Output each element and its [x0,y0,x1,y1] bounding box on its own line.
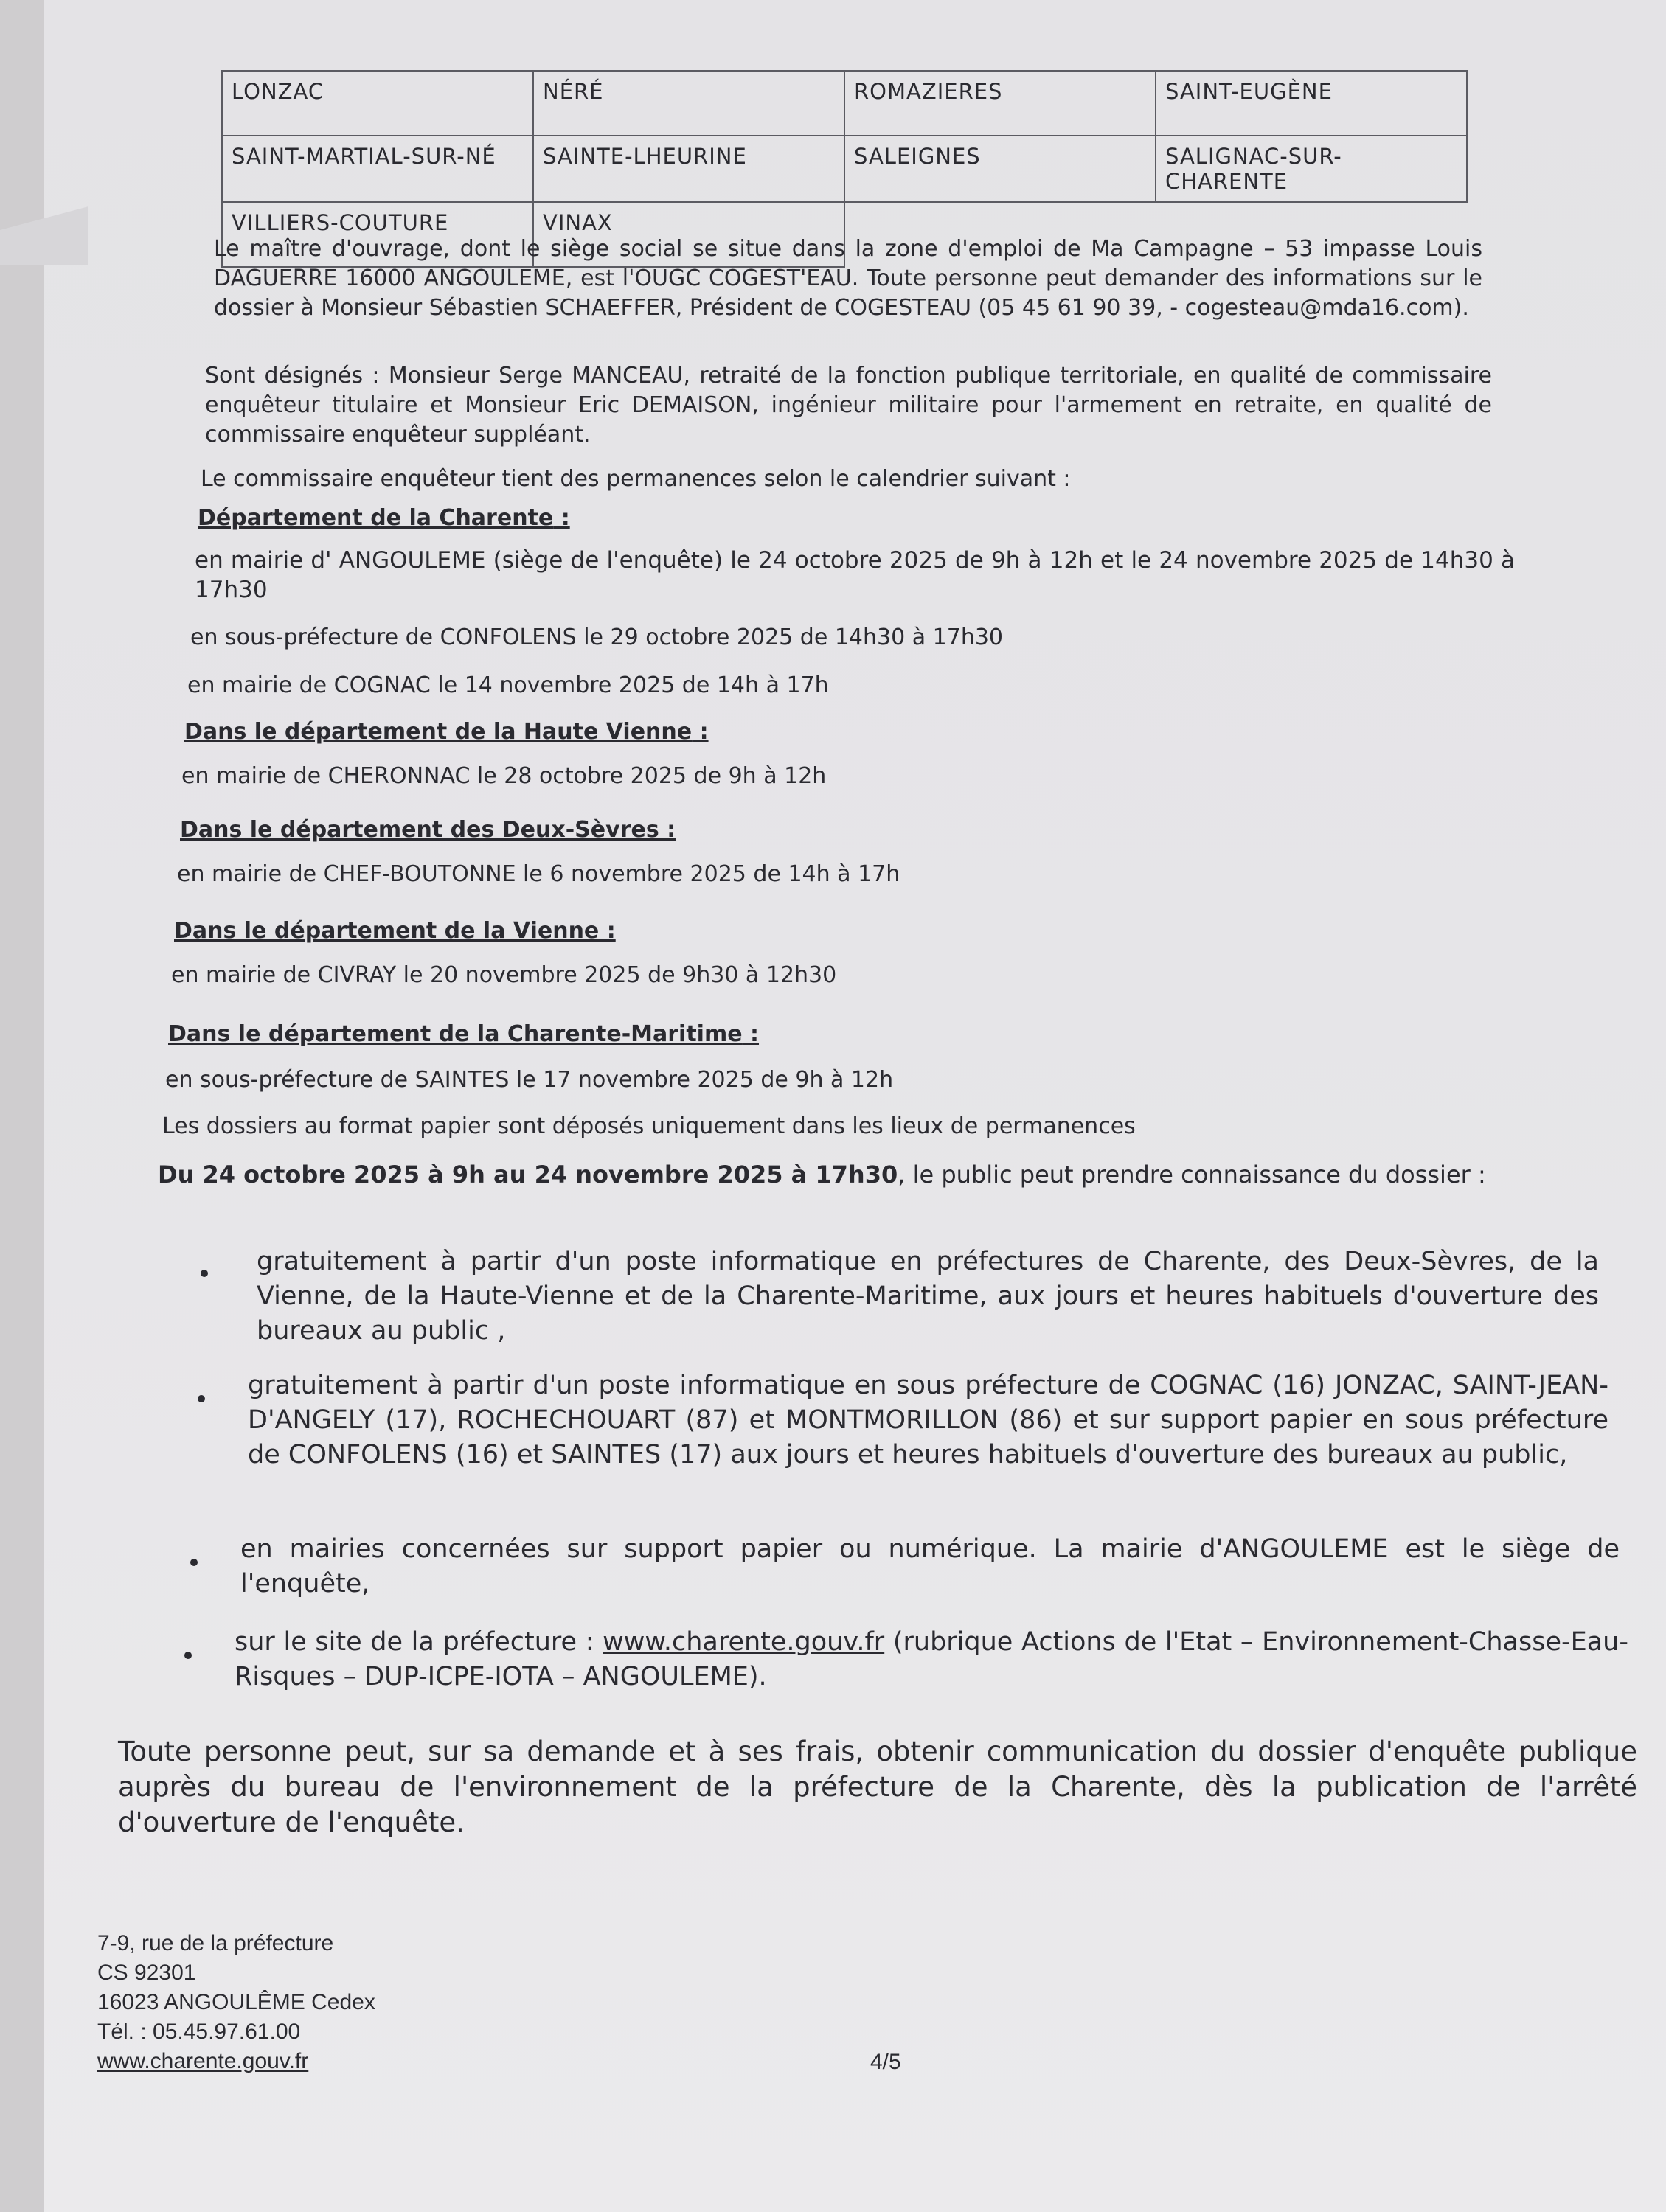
bullet-item-mairies: en mairies concernées sur support papier ou numérique. La mairie d'ANGOULEME est le siège de l'enquête, [240,1534,1620,1599]
permanence-angouleme: en mairie d' ANGOULEME (siège de l'enquête) le 24 octobre 2025 de 9h à 12h et le 24 novembre 2025 de 14h30 à 17h30 [195,547,1515,603]
table-cell: NÉRÉ [533,71,844,136]
heading-charente-text: Département de la Charente [198,505,554,531]
calendar-intro: Le commissaire enquêteur tient des permanences selon le calendrier suivant : [201,466,1071,492]
heading-deux-sevres: Dans le département des Deux-Sèvres : [180,817,676,843]
permanence-confolens: en sous-préfecture de CONFOLENS le 29 octobre 2025 de 14h30 à 17h30 [190,625,1004,650]
periode-consultation [158,1159,1581,1190]
permanence-civray: en mairie de CIVRAY le 20 novembre 2025 de 9h30 à 12h30 [171,962,837,988]
table-cell: VINAX [533,202,844,267]
bullet-icon [201,1270,208,1277]
table-cell: SALIGNAC-SUR-CHARENTE [1156,136,1467,202]
periode-dates: Du 24 octobre 2025 à 9h au 24 novembre 2025 à 17h30 [158,1161,898,1189]
bullet-item-site [235,1625,1628,1694]
bullet-item-prefectures: gratuitement à partir d'un poste informatique en préfectures de Charente, des Deux-Sèvres, de la Vienne, de la Haute-Vienne et de la Charente-Maritime, aux jours et heures habituels d'ouverture des bureaux au public , [257,1247,1599,1346]
footer-address-line: 16023 ANGOULÊME Cedex [97,1990,375,2014]
table-cell: SAINTE-LHEURINE [533,136,844,202]
bullet-item-sous-prefectures: gratuitement à partir d'un poste informatique en sous préfecture de COGNAC (16) JONZAC, SAINT-JEAN-D'ANGELY (17), ROCHECHOUART (87) et MONTMORILLON (86) et sur support papier en sous préfecture de CONFOLENS (16) et SAINTES (17) aux jours et heures habituels d'ouverture des bureaux au public, [248,1371,1608,1470]
permanence-chef-boutonne: en mairie de CHEF-BOUTONNE le 6 novembre 2025 de 14h à 17h [177,861,900,887]
designation-paragraph: Sont désignés : Monsieur Serge MANCEAU, retraité de la fonction publique territoriale, en qualité de commissaire enquêteur titulaire et Monsieur Eric DEMAISON, ingénieur militaire pour l'armement en retraite, en qualité de commissaire enquêteur suppléant. [205,363,1492,448]
table-cell: ROMAZIERES [844,71,1156,136]
dossiers-papier-note: Les dossiers au format papier sont déposés uniquement dans les lieux de permanences [162,1113,1136,1139]
heading-charente-maritime-text: Dans le département de la Charente-Maritime [168,1021,743,1047]
table-cell: VILLIERS-COUTURE [222,202,533,267]
communication-paragraph: Toute personne peut, sur sa demande et à ses frais, obtenir communication du dossier d'enquête publique auprès du bureau de l'environnement de la préfecture de la Charente, dès la publication de l'arrêté d'ouverture de l'enquête. [118,1736,1637,1838]
table-cell: SAINT-EUGÈNE [1156,71,1467,136]
permanence-cheronnac: en mairie de CHERONNAC le 28 octobre 2025 de 9h à 12h [181,763,827,789]
heading-charente-maritime: Dans le département de la Charente-Maritime : [168,1021,760,1047]
heading-haute-vienne: Dans le département de la Haute Vienne : [184,719,709,745]
heading-vienne: Dans le département de la Vienne : [174,918,616,944]
page-number: 4/5 [870,2050,901,2074]
footer-website-link[interactable]: www.charente.gouv.fr [97,2049,309,2073]
periode-text: , le public peut prendre connaissance du dossier : [898,1161,1486,1189]
bullet-icon [198,1395,205,1402]
footer-phone: Tél. : 05.45.97.61.00 [97,2020,301,2044]
table-cell: LONZAC [222,71,533,136]
site-suffix: (rubrique Actions de l'Etat – Environnement-Chasse-Eau-Risques – DUP-ICPE-IOTA – ANGOULEME). [235,1627,1628,1691]
prefecture-website-link[interactable]: www.charente.gouv.fr [603,1627,885,1657]
table-cell: SAINT-MARTIAL-SUR-NÉ [222,136,533,202]
bullet-icon [184,1652,192,1659]
permanence-cognac: en mairie de COGNAC le 14 novembre 2025 de 14h à 17h [187,672,829,698]
footer-address [97,1929,375,2076]
permanence-saintes: en sous-préfecture de SAINTES le 17 novembre 2025 de 9h à 12h [165,1067,894,1093]
table-row [222,136,1467,202]
table-cell: SALEIGNES [844,136,1156,202]
maitre-ouvrage-paragraph: Le maître d'ouvrage, dont le siège social se situe dans la zone d'emploi de Ma Campagne – 53 impasse Louis DAGUERRE 16000 ANGOULEME, est l'OUGC COGEST'EAU. Toute personne peut demander des informations sur le dossier à Monsieur Sébastien SCHAEFFER, Président de COGESTEAU (05 45 61 90 39, - cogesteau@mda16.com). [214,236,1482,321]
table-row [222,71,1467,136]
footer-address-line: 7-9, rue de la préfecture [97,1931,334,1955]
heading-charente: Département de la Charente : [198,505,570,531]
heading-haute-vienne-text: Dans le département de la Haute Vienne [184,719,693,745]
footer-address-line: CS 92301 [97,1961,196,1985]
site-prefix: sur le site de la préfecture : [235,1627,603,1657]
bullet-icon [190,1559,198,1566]
